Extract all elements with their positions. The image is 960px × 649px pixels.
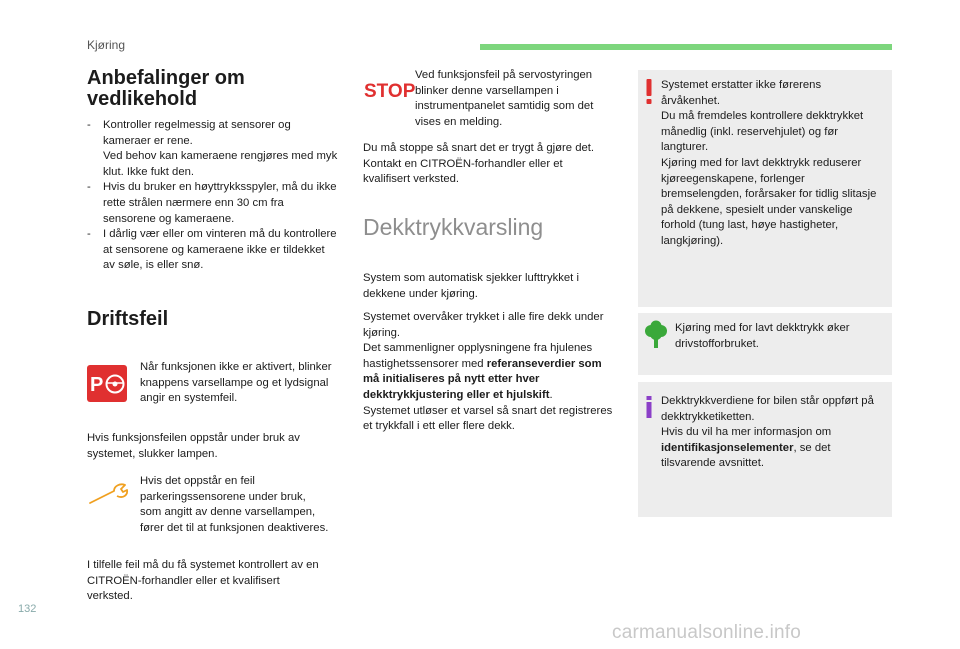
park-assist-warning-icon [87,365,127,402]
tire-body-bold: referanseverdier som må initialiseres på nytt etter hver dekktrykkjustering eller et hjulskift [363,357,602,401]
warning-icon [644,79,654,110]
sensor-fault-text: Hvis det oppstår en feil parkeringssensorene under bruk, som angitt av denne varsellampen, fører det til at funksjonen deaktiveres. [140,475,329,534]
svg-text:P: P [90,373,104,396]
final-paragraph: I tilfelle feil må du få systemet kontrollert av en CITROËN-forhandler eller et kvalifisert verksted. [87,559,319,603]
fault-paragraph: Hvis funksjonsfeilen oppstår under bruk av systemet, slukker lampen. [87,432,300,460]
page-number: 132 [18,603,37,615]
list-item: - Hvis du bruker en høyttrykksspyler, må du ikke rette strålen nærmere enn 30 cm fra sensorene og kameraene. [87,181,337,225]
tire-body-1: Systemet overvåker trykket i alle fire dekk under kjøring. [363,311,604,339]
list-item: - I dårlig vær eller om vinteren må du kontrollere at sensorene og kameraene ikke er tildekket av søle, is eller snø. [87,228,337,272]
eco-tree-icon [645,321,667,354]
warning-box [638,70,892,307]
stop-label: STOP [364,81,416,102]
fault-icon-text: Når funksjonen ikke er aktivert, blinker knappens varsellampe og et lydsignal angir en systemfeil. [140,361,332,405]
info-box [638,382,892,517]
fault-title: Driftsfeil [87,308,169,330]
tire-intro: System som automatisk sjekker lufttrykket i dekkene under kjøring. [363,272,579,300]
maintenance-title: Anbefalinger om vedlikehold [87,67,245,110]
tire-body [363,310,613,435]
tire-body-2: Det sammenligner opplysningene fra hjulenes hastighetssensorer med referanseverdier som må initialiseres på nytt etter hver dekktrykkjustering eller et hjulskift. [363,342,602,401]
section-label: Kjøring [87,38,126,52]
eco-box [638,313,892,375]
list-item: - Kontroller regelmessig at sensorer og kameraer er rene. Ved behov kan kameraene rengjøres med myk klut. Ikke fukt den. [87,119,338,178]
info-text: Dekktrykkverdiene for bilen står oppført på dekktrykketiketten. Hvis du vil ha mer informasjon om identifikasjonselementer, se det tilsvarende avsnittet. [661,395,874,470]
wrench-icon [88,482,130,511]
eco-text: Kjøring med for lavt dekktrykk øker drivstofforbruket. [675,322,850,350]
stop-text: Ved funksjonsfeil på servostyringen blinker denne varsellampen i instrumentpanelet samtidig som det vises en melding. [415,69,594,128]
info-icon [645,396,653,423]
info-bold: identifikasjonselementer [661,441,794,454]
maintenance-list [87,118,339,274]
watermark: carmanualsonline.info [612,622,802,643]
warning-text: Systemet erstatter ikke førerens årvåkenhet. Du må fremdeles kontrollere dekktrykket månedlig (inkl. reservehjulet) og før langturer. Kjøring med for lavt dekktrykk reduserer kjøreegenskapene, forlenger bremselengden, forårsaker for tidlig slitasje på dekkene, spesielt under vanskelige forhold (tung last, høye hastigheter, langkjøring). [661,79,877,247]
header-accent-bar [480,44,892,50]
tire-pressure-title: Dekktrykkvarsling [363,214,544,240]
tire-body-4: Systemet utløser et varsel så snart det registreres et trykkfall i ett eller flere dekk. [363,404,613,433]
stop-paragraph: Du må stoppe så snart det er trygt å gjøre det. Kontakt en CITROËN-forhandler eller et kvalifisert verksted. [363,142,595,186]
stop-icon [364,79,416,106]
